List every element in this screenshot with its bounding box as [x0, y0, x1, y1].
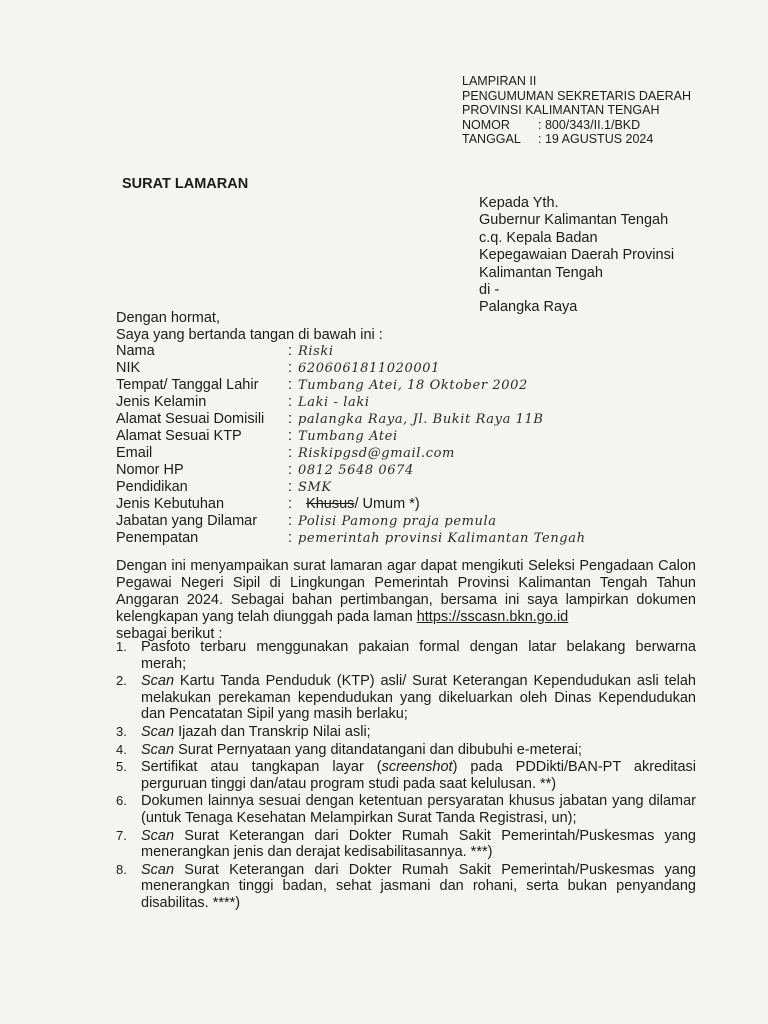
item-text: Dokumen lainnya sesuai dengan ketentuan persyaratan khusus jabatan yang dilamar (untuk Tenaga Kesehatan Melampirkan Surat Tanda Registrasi, un); [141, 793, 696, 826]
field-row-need-type [116, 496, 586, 513]
address-line: Gubernur Kalimantan Tengah [479, 212, 669, 229]
colon: : [288, 343, 293, 359]
paragraph-text: Dengan ini menyampaikan surat lamaran agar dapat mengikuti Seleksi Pengadaan Calon Pegawai Negeri Sipil di Lingkungan Pemerintah Provinsi Kalimantan Tengah Tahun Anggaran 2024. Sebagai bahan pertimbangan, bersama ini saya lampirkan dokumen kelengkapan yang telah diunggah pada laman [116, 558, 696, 625]
address-line: Kepada Yth. [479, 195, 559, 211]
lampiran-tanggal [462, 132, 691, 147]
list-number: 8. [116, 861, 127, 877]
field-value [298, 496, 420, 513]
remaining-option: / Umum *) [354, 496, 420, 512]
list-item [116, 639, 696, 672]
list-text [141, 639, 696, 672]
address-line: Palangka Raya [479, 299, 578, 316]
list-number: 3. [116, 723, 127, 739]
item-text: Kartu Tanda Penduduk (KTP) asli/ Surat Keterangan Kependudukan asli telah melakukan perekaman kependudukan yang dikeluarkan oleh Dinas Kependudukan dan Pencatatan Sipil yang masih berlaku; [141, 673, 696, 723]
field-label: Jenis Kebutuhan [116, 496, 225, 512]
list-item [116, 673, 696, 723]
body-paragraph [116, 558, 696, 643]
intro [116, 310, 383, 344]
recipient-address [479, 195, 674, 317]
colon: : [288, 411, 293, 427]
list-number: 6. [116, 793, 127, 809]
field-row-phone [116, 462, 586, 479]
list-number: 7. [116, 827, 127, 843]
list-text [141, 759, 696, 792]
scan-word: Scan [141, 673, 175, 690]
colon: : [288, 530, 293, 546]
field-label: Jabatan yang Dilamar [116, 513, 258, 529]
list-item [116, 742, 696, 759]
letter-title: SURAT LAMARAN [122, 176, 249, 192]
list-item [116, 862, 696, 912]
field-value: Tumbang Atei [298, 429, 398, 444]
colon: : [288, 462, 293, 478]
field-label: Penempatan [116, 530, 199, 546]
lampiran-line: PROVINSI KALIMANTAN TENGAH [462, 103, 660, 118]
list-item [116, 828, 696, 861]
lampiran-header [462, 74, 691, 147]
field-value: 0812 5648 0674 [298, 463, 414, 478]
field-value: pemerintah provinsi Kalimantan Tengah [298, 531, 586, 546]
list-number: 2. [116, 673, 127, 689]
list-text [141, 862, 696, 912]
list-text [141, 742, 696, 759]
attachment-list [116, 639, 696, 913]
scan-word: Scan [141, 861, 175, 878]
nomor-key: NOMOR [462, 117, 510, 132]
address-line: c.q. Kepala Badan [479, 229, 598, 246]
item-text: Ijazah dan Transkrip Nilai asli; [174, 723, 371, 740]
field-value: Riski [298, 344, 334, 359]
scan-word: Scan [141, 827, 175, 844]
list-number: 4. [116, 741, 127, 757]
list-item [116, 759, 696, 792]
item-text: Surat Keterangan dari Dokter Rumah Sakit Pemerintah/Puskesmas yang menerangkan jenis dan derajat kedisabilitasannya. ***) [141, 827, 696, 861]
list-text [141, 828, 696, 861]
tanggal-key: TANGGAL [462, 132, 521, 147]
list-text [141, 673, 696, 723]
list-item [116, 793, 696, 826]
lampiran-line: LAMPIRAN II [462, 74, 537, 88]
field-value: Riskipgsd@gmail.com [298, 446, 455, 461]
list-text [141, 793, 696, 826]
field-value: Tumbang Atei, 18 Oktober 2002 [298, 378, 528, 393]
greeting: Dengan hormat, [116, 310, 220, 326]
field-value: 6206061811020001 [298, 361, 440, 376]
field-label: Nomor HP [116, 462, 184, 478]
field-row-education [116, 479, 586, 496]
item-text: Surat Keterangan dari Dokter Rumah Sakit Pemerintah/Puskesmas yang menerangkan tinggi badan, sehat jasmani dan rohani, serta bukan penyandang disabilitas. ****) [141, 861, 696, 911]
colon: : [288, 496, 293, 512]
colon: : [288, 479, 293, 495]
field-label: NIK [116, 360, 141, 376]
sscasn-link: https://sscasn.bkn.go.id [416, 609, 569, 625]
field-value: palangka Raya, Jl. Bukit Raya 11B [298, 412, 544, 427]
address-line: di - [479, 282, 500, 299]
item-text: ) pada PDDikti/BAN-PT akreditasi perguruan tinggi dan/atau program studi pada saat kelulusan. **) [141, 759, 696, 792]
italic-term: screenshot [381, 759, 453, 776]
item-text: Pasfoto terbaru menggunakan pakaian formal dengan latar belakang berwarna merah; [141, 639, 696, 672]
field-value: SMK [298, 480, 332, 495]
list-text [141, 724, 696, 741]
field-label: Email [116, 445, 153, 461]
colon: : [288, 445, 293, 461]
colon: : [288, 428, 293, 444]
paragraph-after: sebagai berikut : [116, 626, 223, 642]
field-row-nik [116, 360, 586, 377]
scan-word: Scan [141, 723, 175, 740]
scan-word: Scan [141, 741, 175, 758]
field-row-gender [116, 394, 586, 411]
field-row-ktp [116, 428, 586, 445]
address-line: Kepegawaian Daerah Provinsi [479, 247, 675, 264]
field-row-ttl [116, 377, 586, 394]
field-row-email [116, 445, 586, 462]
field-label: Nama [116, 343, 155, 359]
field-label: Tempat/ Tanggal Lahir [116, 377, 259, 393]
colon: : [288, 394, 293, 410]
field-label: Alamat Sesuai KTP [116, 428, 242, 444]
list-item [116, 724, 696, 741]
field-label: Pendidikan [116, 479, 188, 495]
lampiran-line: PENGUMUMAN SEKRETARIS DAERAH [462, 88, 691, 103]
item-text: Surat Pernyataan yang ditandatangani dan dibubuhi e-meterai; [174, 741, 582, 758]
colon: : [288, 360, 293, 376]
item-text: Sertifikat atau tangkapan layar ( [141, 759, 382, 776]
lampiran-nomor [462, 118, 691, 133]
field-row-position [116, 513, 586, 530]
field-row-nama [116, 343, 586, 360]
colon: : [288, 513, 293, 529]
list-number: 5. [116, 759, 127, 775]
list-number: 1. [116, 639, 127, 654]
colon: : [288, 377, 293, 393]
applicant-fields [116, 343, 586, 547]
field-row-placement [116, 530, 586, 547]
field-value: Laki - laki [298, 395, 370, 410]
field-row-domisili [116, 411, 586, 428]
intro-line: Saya yang bertanda tangan di bawah ini : [116, 327, 383, 343]
field-label: Jenis Kelamin [116, 394, 207, 410]
address-line: Kalimantan Tengah [479, 264, 603, 281]
nomor-value: : 800/343/II.1/BKD [538, 117, 641, 132]
field-label: Alamat Sesuai Domisili [116, 411, 265, 427]
struck-option: Khusus [306, 496, 355, 512]
field-value: Polisi Pamong praja pemula [298, 514, 497, 529]
tanggal-value: : 19 AGUSTUS 2024 [538, 132, 654, 147]
